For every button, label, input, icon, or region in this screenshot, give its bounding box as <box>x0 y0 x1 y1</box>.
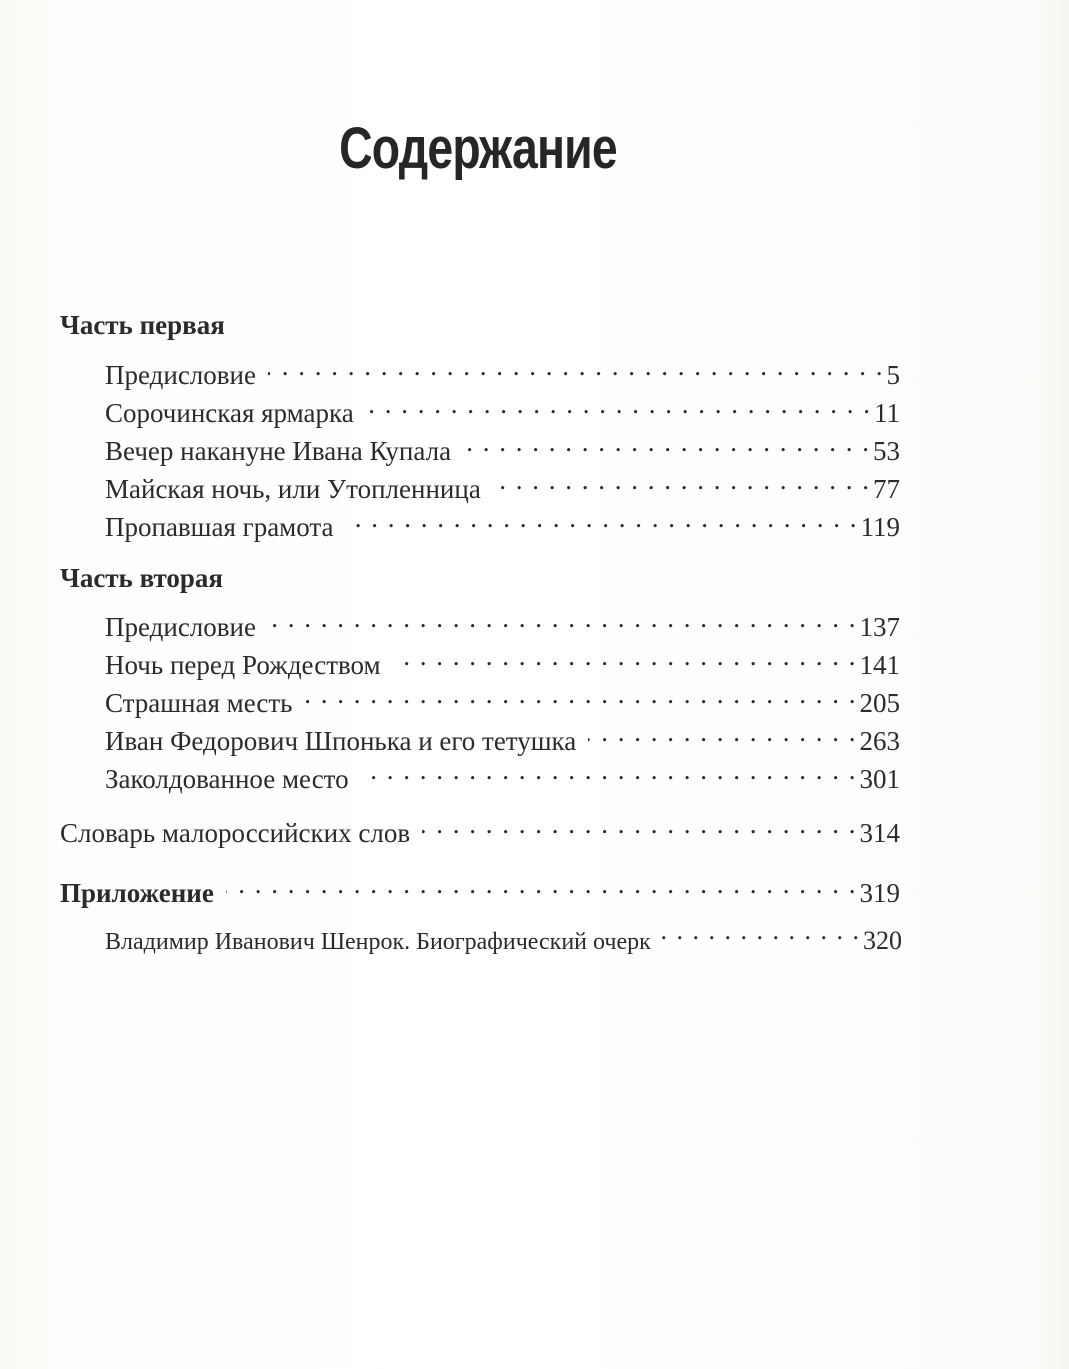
toc-entry-page: 137 <box>859 612 900 642</box>
dot-leader <box>346 500 857 536</box>
toc-entry-title: Сорочинская ярмарка <box>105 398 354 428</box>
toc-entry[interactable] <box>105 424 900 466</box>
toc-entry[interactable] <box>105 348 900 390</box>
toc-entry-title: Вечер накануне Ивана Купала <box>105 436 452 466</box>
dot-leader <box>361 752 856 788</box>
toc-entry-page: 301 <box>859 764 900 794</box>
toc-entry-glossary[interactable] <box>60 806 900 848</box>
toc-entry-title: Ночь перед Рождеством <box>105 650 381 680</box>
toc-entry-title: Предисловие <box>105 360 256 390</box>
toc-entry[interactable] <box>105 752 900 794</box>
dot-leader <box>493 462 869 498</box>
dot-leader <box>305 676 856 712</box>
toc-entry-title: Приложение <box>60 878 214 908</box>
toc-entry-essay[interactable] <box>105 913 902 955</box>
section-heading-part-2: Часть вторая <box>60 563 224 593</box>
section-heading-part-1: Часть первая <box>60 310 225 340</box>
toc-entry-page: 119 <box>860 512 900 542</box>
dot-leader <box>463 424 869 460</box>
toc-entry-title: Словарь малороссийских слов <box>60 818 411 848</box>
toc-entry[interactable] <box>105 638 900 680</box>
toc-entry-title: Майская ночь, или Утопленница <box>105 474 481 504</box>
toc-entry[interactable] <box>105 500 900 542</box>
toc-entry-page: 314 <box>859 818 900 848</box>
toc-entry-page: 5 <box>886 360 900 390</box>
dot-leader <box>366 386 870 422</box>
toc-entry[interactable] <box>105 600 900 642</box>
toc-entry-page: 263 <box>859 726 900 756</box>
toc-entry-title: Страшная месть <box>105 688 293 718</box>
dot-leader <box>393 638 856 674</box>
toc-entry-page: 53 <box>873 436 900 466</box>
dot-leader <box>226 866 856 902</box>
toc-entry-title: Заколдованное место <box>105 764 349 794</box>
toc-entry-page: 319 <box>859 878 900 908</box>
dot-leader <box>268 600 856 636</box>
page-title: Содержание <box>339 116 617 181</box>
toc-entry[interactable] <box>105 676 900 718</box>
toc-entry-title: Пропавшая грамота <box>105 512 334 542</box>
dot-leader <box>422 806 855 842</box>
dot-leader <box>659 913 859 949</box>
toc-entry-page: 77 <box>873 474 900 504</box>
toc-entry-page: 11 <box>874 398 900 428</box>
toc-entry-title: Предисловие <box>105 612 256 642</box>
toc-entry[interactable] <box>105 386 900 428</box>
toc-entry-page: 320 <box>863 926 902 955</box>
dot-leader <box>268 348 883 384</box>
toc-entry-appendix[interactable] <box>60 866 900 908</box>
toc-entry-title: Иван Федорович Шпонька и его тетушка <box>105 726 577 756</box>
toc-entry-page: 141 <box>859 650 900 680</box>
dot-leader <box>588 714 855 750</box>
toc-entry-title: Владимир Иванович Шенрок. Биографический очерк <box>105 929 651 955</box>
toc-entry[interactable] <box>105 714 900 756</box>
toc-entry-page: 205 <box>859 688 900 718</box>
toc-entry[interactable] <box>105 462 900 504</box>
